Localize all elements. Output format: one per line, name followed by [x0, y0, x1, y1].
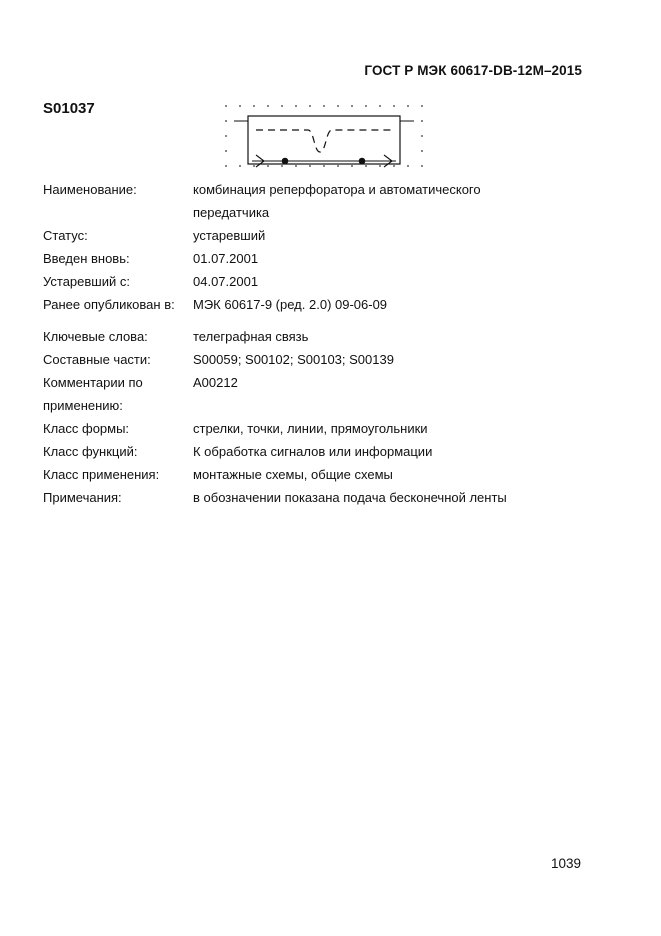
reperforator-transmitter-symbol-icon	[222, 100, 428, 172]
attr-row-keywords	[43, 325, 603, 348]
attr-value: S00059; S00102; S00103; S00139	[193, 352, 394, 367]
attr-value: A00212	[193, 375, 238, 390]
attr-label: Введен вновь:	[43, 251, 130, 266]
attr-row-components	[43, 348, 603, 371]
attr-value: монтажные схемы, общие схемы	[193, 467, 393, 482]
symbol-code: S01037	[43, 100, 95, 117]
attr-row-form-class	[43, 417, 603, 440]
attr-label: Класс формы:	[43, 421, 130, 436]
attr-row-introduced	[43, 247, 603, 270]
attr-label: Наименование:	[43, 182, 137, 197]
attr-label: Ключевые слова:	[43, 329, 148, 344]
attr-value: К обработка сигналов или информации	[193, 444, 433, 459]
attr-value: 01.07.2001	[193, 251, 259, 266]
attr-row-notes	[43, 486, 603, 509]
attr-row-previously-published	[43, 293, 603, 316]
page-number: 1039	[550, 856, 581, 871]
attribute-table	[43, 178, 603, 509]
attr-label: Класс применения:	[43, 467, 160, 482]
attr-label: Устаревший с:	[43, 274, 130, 289]
attr-value: 04.07.2001	[193, 274, 259, 289]
attr-row-application-class	[43, 463, 603, 486]
attr-row-function-class	[43, 440, 603, 463]
attr-label: Класс функций:	[43, 444, 138, 459]
attr-value: стрелки, точки, линии, прямоугольники	[193, 421, 428, 436]
attr-row-application-notes	[43, 371, 603, 417]
page-header: ГОСТ Р МЭК 60617-DB-12M–2015	[364, 63, 582, 78]
attr-value: в обозначении показана подача бесконечной ленты	[193, 490, 507, 505]
attr-label: Ранее опубликован в:	[43, 297, 175, 312]
attr-label: Примечания:	[43, 490, 122, 505]
attr-value: телеграфная связь	[193, 329, 309, 344]
attr-label: Комментарии по применению:	[43, 375, 143, 413]
attr-value: устаревший	[193, 228, 266, 243]
attr-label: Составные части:	[43, 352, 151, 367]
attr-label: Статус:	[43, 228, 88, 243]
attr-value: МЭК 60617-9 (ред. 2.0) 09-06-09	[193, 297, 388, 312]
attr-value: комбинация реперфоратора и автоматического передатчика	[193, 182, 481, 220]
attr-row-name	[43, 178, 603, 224]
grid-dots	[225, 105, 423, 167]
attr-row-obsolete-since	[43, 270, 603, 293]
attr-row-status	[43, 224, 603, 247]
